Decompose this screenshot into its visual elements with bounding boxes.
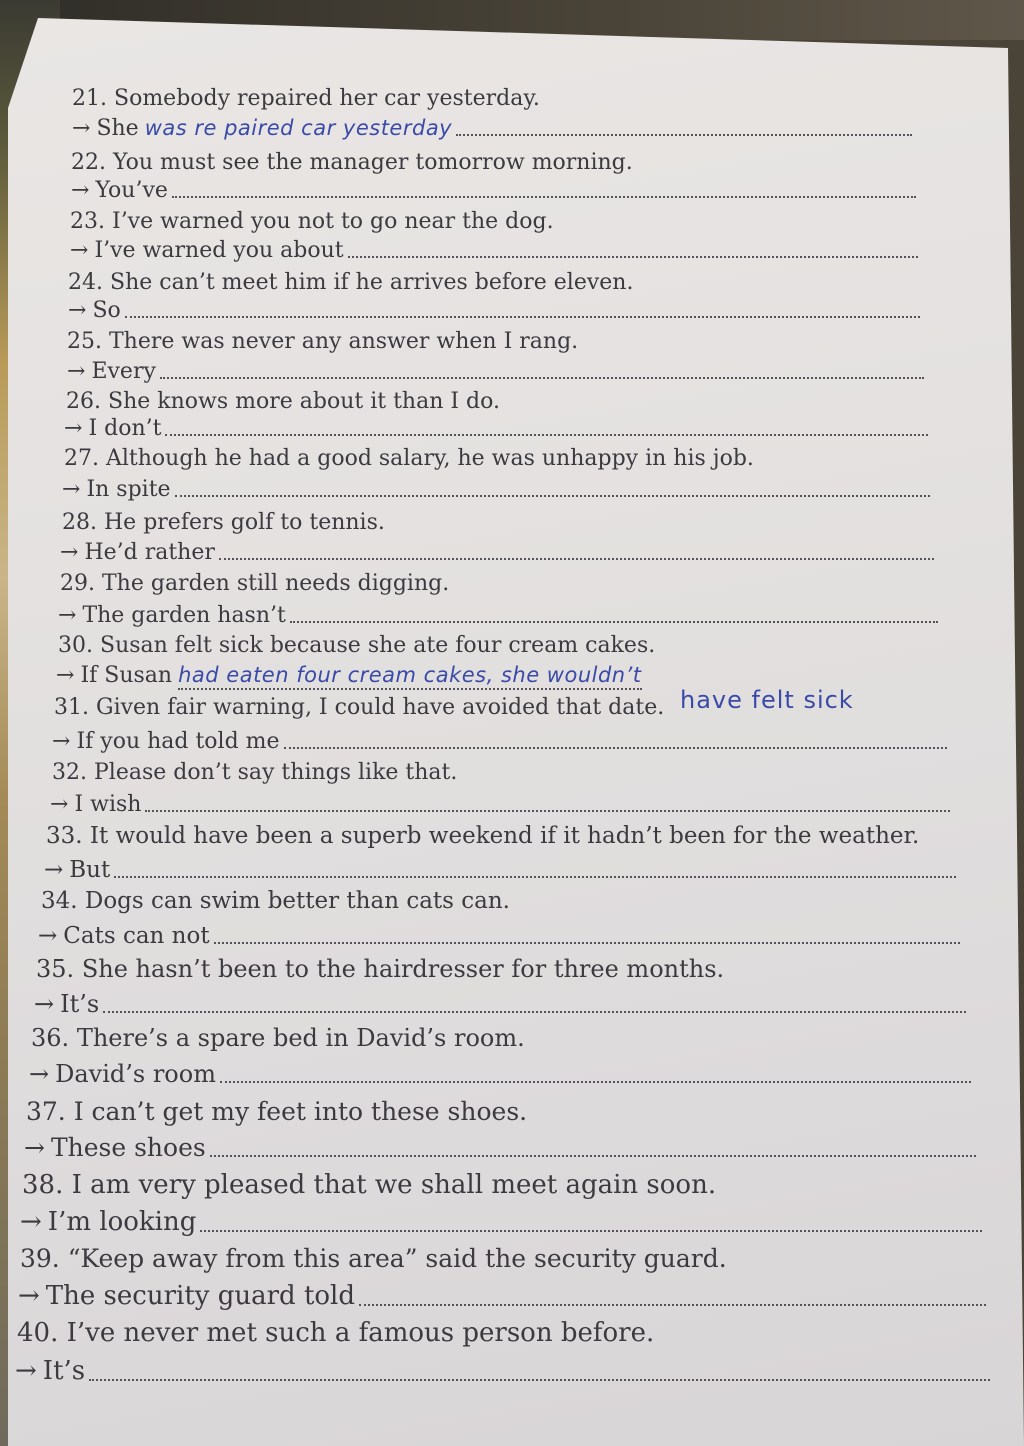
question-sentence: There’s a spare bed in David’s room. (76, 1024, 525, 1052)
question-sentence: She hasn’t been to the hairdresser for three months. (81, 955, 725, 983)
dotted-line (145, 810, 950, 812)
question-36 (31, 1024, 525, 1052)
dotted-line (456, 134, 912, 136)
question-number: 26. (66, 389, 101, 414)
dotted-line (89, 1379, 990, 1381)
question-sentence: Dogs can swim better than cats can. (84, 888, 510, 914)
question-34 (41, 888, 510, 914)
question-35 (36, 955, 724, 983)
handwritten-answer: had eaten four cream cakes, she wouldn’t (178, 663, 642, 687)
arrow-icon: → (38, 923, 58, 949)
answer-line-33 (44, 857, 956, 883)
dotted-line (114, 876, 956, 878)
handwritten-answer: was re paired car yesterday (144, 116, 453, 140)
answer-prompt: In spite (86, 477, 171, 502)
question-number: 27. (64, 446, 99, 471)
handwritten-continuation: have felt sick (680, 686, 854, 714)
arrow-icon: → (64, 416, 83, 441)
answer-line-24 (68, 298, 920, 323)
answer-prompt: She (96, 116, 139, 141)
question-sentence: Given fair warning, I could have avoided that date. (96, 695, 665, 720)
question-sentence: The garden still needs digging. (102, 571, 450, 596)
question-number: 32. (52, 760, 87, 785)
question-32 (52, 760, 457, 785)
question-25 (67, 329, 578, 354)
answer-line-31 (52, 729, 947, 754)
question-number: 33. (46, 823, 83, 849)
dotted-line (348, 256, 918, 258)
question-number: 28. (62, 510, 97, 535)
arrow-icon: → (52, 729, 71, 754)
question-number: 39. (20, 1244, 60, 1273)
question-number: 34. (41, 888, 78, 914)
answer-line-34 (38, 923, 960, 949)
arrow-icon: → (20, 1207, 42, 1237)
answer-prompt: The security guard told (45, 1281, 356, 1311)
dotted-line (359, 1304, 986, 1306)
answer-line-21 (72, 116, 912, 141)
answer-prompt: Every (91, 359, 156, 384)
answer-prompt: If Susan (80, 663, 173, 688)
answer-line-36 (29, 1060, 971, 1088)
answer-line-35 (34, 990, 966, 1018)
answer-prompt: It’s (42, 1356, 86, 1386)
arrow-icon: → (44, 857, 64, 883)
question-sentence: Somebody repaired her car yesterday. (114, 86, 540, 111)
question-22 (71, 150, 633, 175)
question-number: 38. (22, 1170, 64, 1200)
question-26 (66, 389, 500, 414)
question-27 (64, 446, 754, 471)
answer-line-37 (24, 1133, 976, 1162)
question-sentence: Susan felt sick because she ate four cream cakes. (100, 633, 656, 658)
dotted-line (290, 621, 938, 623)
answer-prompt: He’d rather (84, 540, 215, 565)
arrow-icon: → (72, 116, 91, 141)
dotted-line (175, 495, 930, 497)
answer-prompt: David’s room (55, 1060, 216, 1088)
dotted-line (214, 942, 960, 944)
question-sentence: “Keep away from this area” said the security guard. (67, 1244, 727, 1273)
answer-prompt: The garden hasn’t (82, 603, 286, 628)
question-sentence: It would have been a superb weekend if it hadn’t been for the weather. (89, 823, 920, 849)
answer-line-22 (71, 178, 916, 203)
dotted-line (172, 196, 916, 198)
answer-line-28 (60, 540, 934, 565)
question-sentence: She knows more about it than I do. (108, 389, 500, 414)
answer-line-27 (62, 477, 930, 502)
dotted-line (210, 1155, 976, 1157)
answer-prompt: It’s (60, 990, 100, 1018)
question-number: 40. (17, 1318, 59, 1348)
answer-prompt: So (92, 298, 121, 323)
answer-line-29 (58, 603, 938, 628)
question-28 (62, 510, 385, 535)
answer-prompt: I don’t (88, 416, 162, 441)
question-24 (68, 270, 633, 295)
question-sentence: You must see the manager tomorrow morning. (113, 150, 633, 175)
question-number: 21. (72, 86, 107, 111)
question-37 (26, 1097, 527, 1126)
question-sentence: Although he had a good salary, he was unhappy in his job. (106, 446, 754, 471)
answer-prompt: You’ve (95, 178, 168, 203)
question-number: 36. (31, 1024, 70, 1052)
question-number: 31. (54, 695, 89, 720)
question-31 (54, 695, 664, 720)
arrow-icon: → (58, 603, 77, 628)
answer-prompt: Cats can not (63, 923, 210, 949)
answer-prompt: I wish (74, 792, 142, 817)
question-39 (20, 1244, 727, 1273)
question-21 (72, 86, 540, 111)
dotted-line (125, 316, 920, 318)
question-sentence: I can’t get my feet into these shoes. (73, 1097, 528, 1126)
question-number: 22. (71, 150, 106, 175)
arrow-icon: → (24, 1133, 45, 1162)
dotted-line (200, 1230, 982, 1232)
question-30 (58, 633, 655, 658)
dotted-line (220, 1081, 971, 1083)
dotted-line (284, 747, 947, 749)
question-number: 23. (70, 209, 105, 234)
answer-line-32 (50, 792, 950, 817)
answer-line-39 (18, 1281, 986, 1311)
answer-line-23 (70, 238, 918, 263)
arrow-icon: → (18, 1281, 40, 1311)
arrow-icon: → (68, 298, 87, 323)
question-38 (22, 1170, 716, 1200)
dotted-line (103, 1011, 966, 1013)
question-number: 35. (36, 955, 75, 983)
arrow-icon: → (15, 1356, 37, 1386)
arrow-icon: → (67, 359, 86, 384)
question-number: 29. (60, 571, 95, 596)
question-23 (70, 209, 554, 234)
question-sentence: She can’t meet him if he arrives before eleven. (110, 270, 634, 295)
arrow-icon: → (70, 238, 89, 263)
arrow-icon: → (60, 540, 79, 565)
question-number: 25. (67, 329, 102, 354)
question-number: 37. (26, 1097, 66, 1126)
answer-prompt: I’m looking (47, 1207, 197, 1237)
arrow-icon: → (34, 990, 55, 1018)
arrow-icon: → (29, 1060, 50, 1088)
answer-prompt: These shoes (50, 1133, 206, 1162)
question-sentence: He prefers golf to tennis. (104, 510, 385, 535)
question-sentence: I am very pleased that we shall meet again soon. (71, 1170, 717, 1200)
answer-prompt: I’ve warned you about (94, 238, 344, 263)
dotted-line (160, 377, 924, 379)
answer-line-38 (20, 1207, 982, 1237)
question-33 (46, 823, 919, 849)
question-40 (17, 1318, 654, 1348)
answer-line-40 (15, 1356, 990, 1386)
arrow-icon: → (71, 178, 90, 203)
dotted-line (165, 434, 928, 436)
arrow-icon: → (56, 663, 75, 688)
answer-prompt: If you had told me (76, 729, 280, 754)
answer-prompt: But (69, 857, 111, 883)
handwritten-answer-wrap (178, 663, 641, 690)
arrow-icon: → (50, 792, 69, 817)
question-number: 24. (68, 270, 103, 295)
question-sentence: I’ve never met such a famous person before. (66, 1318, 655, 1348)
question-sentence: I’ve warned you not to go near the dog. (112, 209, 554, 234)
answer-line-26 (64, 416, 928, 441)
arrow-icon: → (62, 477, 81, 502)
question-29 (60, 571, 449, 596)
question-sentence: There was never any answer when I rang. (109, 329, 579, 354)
question-number: 30. (58, 633, 93, 658)
dotted-line (219, 558, 934, 560)
question-sentence: Please don’t say things like that. (94, 760, 458, 785)
answer-line-25 (67, 359, 924, 384)
